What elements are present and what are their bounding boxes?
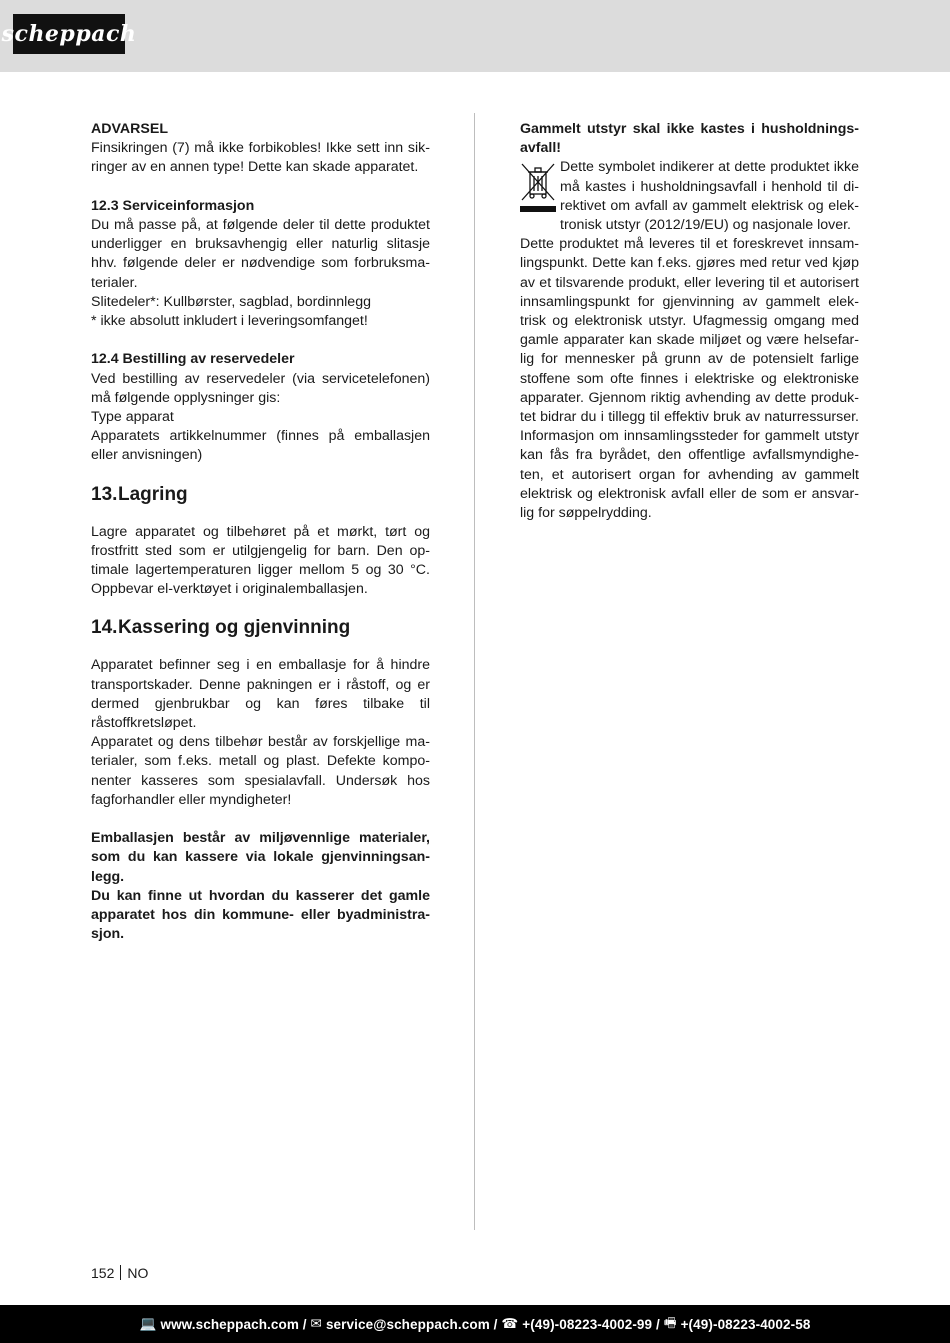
- brand-logo: scheppach: [13, 14, 125, 54]
- warning-text: Finsikringen (7) må ikke forbikobles! Ikke sett inn sikringer av en annen type! Dette kan skade apparatet.: [91, 140, 430, 176]
- column-divider: [474, 113, 475, 1230]
- fax-icon: 🖷: [663, 1314, 677, 1330]
- mail-icon: ✉: [310, 1316, 322, 1331]
- section-14-paragraph-2: Apparatet og dens tilbehør består av forskjellige materialer, som f.eks. metall og plast. Defekte komponenter kasseres som spesialavfall. Undersøk hos fagforhandler eller myndigheter!: [91, 734, 430, 808]
- section-14-paragraph-1: Apparatet befinner seg i en emballasje for å hindre transportskader. Denne pakningen er i råstoff, og er dermed gjenbrukbar og kan føres tilbake til råstoffkretsløpet.: [91, 657, 430, 732]
- footer-fax: +(49)-08223-4002-58: [680, 1316, 811, 1332]
- phone-icon: ☎: [501, 1316, 519, 1331]
- footer-web: www.scheppach.com /: [160, 1316, 307, 1332]
- page-footer: [0, 1305, 950, 1343]
- section-14-bold-1: Emballasjen består av miljøvennlige materialer, som du kan kassere via lokale gjenvinningsanlegg.: [91, 830, 430, 885]
- disposal-title: Gammelt utstyr skal ikke kastes i husholdningsavfall!: [520, 121, 859, 157]
- section-12-4-item-article: Apparatets artikkelnummer (finnes på emballasjen eller anvisningen): [91, 428, 430, 464]
- section-12-4-item-type: Type apparat: [91, 409, 174, 426]
- page-number: 152 NO: [91, 1265, 149, 1281]
- section-14-bold-2: Du kan finne ut hvordan du kasserer det gamle apparatet hos din kommune- eller byadministrasjon.: [91, 887, 430, 943]
- crossed-bin-icon: [520, 162, 560, 235]
- warning-title: ADVARSEL: [91, 121, 168, 137]
- wear-parts-line: Slitedeler*: Kullbørster, sagblad, bordinnlegg: [91, 293, 371, 310]
- page-header: [0, 0, 950, 72]
- weee-symbol-text: Dette symbolet indikerer at dette produktet ikke må kastes i husholdningsavfall i henhold til direktivet om avfall av gammelt elektrisk og elektronisk utstyr (2012/19/EU) og nasjonale lover.: [560, 159, 859, 234]
- computer-icon: 💻: [139, 1316, 157, 1331]
- right-column: [520, 120, 859, 523]
- section-12-3-paragraph: Du må passe på, at følgende deler til dette produktet underligger en bruksavhengig eller naturlig slitasje hhv. følgende deler er nødvendige som forbruksmaterialer.: [91, 217, 430, 291]
- left-column: [91, 120, 430, 944]
- disposal-body: Dette produktet må leveres til et foreskrevet innsamlingspunkt. Dette kan f.eks. gjøres med retur ved kjøp av et tilsvarende produkt, eller levering til et autorisert innsamlingspunkt for gjenvinning av gammelt elektrisk og elektronisk utstyr. Ufagmessig omgang med gamle apparater kan skade miljøet og være helsefarlig for mennesker på grunn av de potensielt farlige stoffene som ofte finnes i elektriske og elektroniske apparater. Gjennom riktig avhending av dette produktet bidrar du i tillegg til effektiv bruk av naturressurser. Informasjon om innsamlingssteder for gammelt utstyr kan fås fra byrådet, den offentlige avfallsmyndigheten, et autorisert organ for avhending av gammelt elektrisk og elektronisk avfall eller de som er ansvarlig for søppelrydding.: [520, 236, 859, 522]
- section-12-3-title: 12.3 Serviceinformasjon: [91, 197, 255, 214]
- heading-14: 14.Kassering og gjenvinning: [91, 617, 351, 639]
- wear-parts-note: * ikke absolutt inkludert i leveringsomfanget!: [91, 313, 368, 330]
- footer-mail: service@scheppach.com /: [325, 1316, 498, 1332]
- section-12-4-paragraph: Ved bestilling av reservedeler (via servicetelefonen) må følgende opplysninger gis:: [91, 370, 430, 406]
- section-12-4-title: 12.4 Bestilling av reservedeler: [91, 351, 295, 368]
- section-13-paragraph: Lagre apparatet og tilbehøret på et mørkt, tørt og frostfritt sted som er utilgjengelig for barn. Den optimale lagertemperaturen ligger mellom 5 og 30 °C. Oppbevar el-verktøyet i originalemballasjen.: [91, 523, 430, 598]
- heading-13: 13.Lagring: [91, 483, 188, 505]
- footer-phone: +(49)-08223-4002-99 /: [522, 1316, 660, 1332]
